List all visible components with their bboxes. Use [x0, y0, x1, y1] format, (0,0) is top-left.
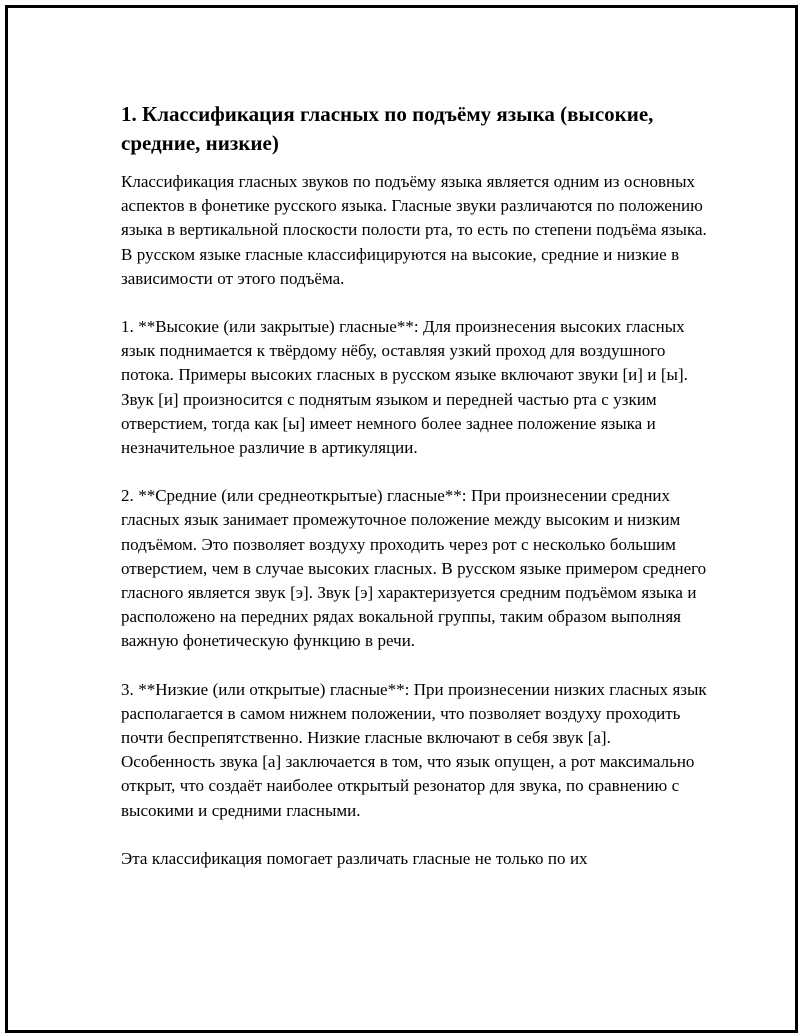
mid-vowels-paragraph: 2. **Средние (или среднеоткрытые) гласные**: При произнесении средних гласных язык занимает промежуточное положение между высоким и низким подъёмом. Это позволяет воздуху проходить через рот с несколько большим отверстием, чем в случае высоких гласных. В русском языке примером среднего гласного является звук [э]. Звук [э] характеризуется средним подъёмом языка и расположено на передних рядах вокальной группы, таким образом выполняя важную фонетическую функцию в речи. — [121, 486, 707, 651]
intro-paragraph: Классификация гласных звуков по подъёму языка является одним из основных аспектов в фонетике русского языка. Гласные звуки различаются по положению языка в вертикальной плоскости полости рта, то есть по степени подъёма языка. В русском языке гласные классифицируются на высокие, средние и низкие в зависимости от этого подъёма. — [121, 172, 707, 288]
document-body — [121, 100, 709, 871]
document-heading: 1. Классификация гласных по подъёму языка (высокие, средние, низкие) — [121, 102, 654, 155]
conclusion-paragraph: Эта классификация помогает различать гласные не только по их — [121, 848, 588, 868]
page-frame — [5, 5, 798, 1033]
high-vowels-paragraph: 1. **Высокие (или закрытые) гласные**: Для произнесения высоких гласных язык поднимается к твёрдому нёбу, оставляя узкий проход для воздушного потока. Примеры высоких гласных в русском языке включают звуки [и] и [ы]. Звук [и] произносится с поднятым языком и передней частью рта с узким отверстием, тогда как [ы] имеет немного более заднее положение языка и незначительное различие в артикуляции. — [121, 317, 688, 458]
low-vowels-paragraph: 3. **Низкие (или открытые) гласные**: При произнесении низких гласных язык располагается в самом нижнем положении, что позволяет воздуху проходить почти беспрепятственно. Низкие гласные включают в себя звук [а]. Особенность звука [а] заключается в том, что язык опущен, а рот максимально открыт, что создаёт наиболее открытый резонатор для звука, по сравнению с высокими и средними гласными. — [121, 679, 707, 820]
